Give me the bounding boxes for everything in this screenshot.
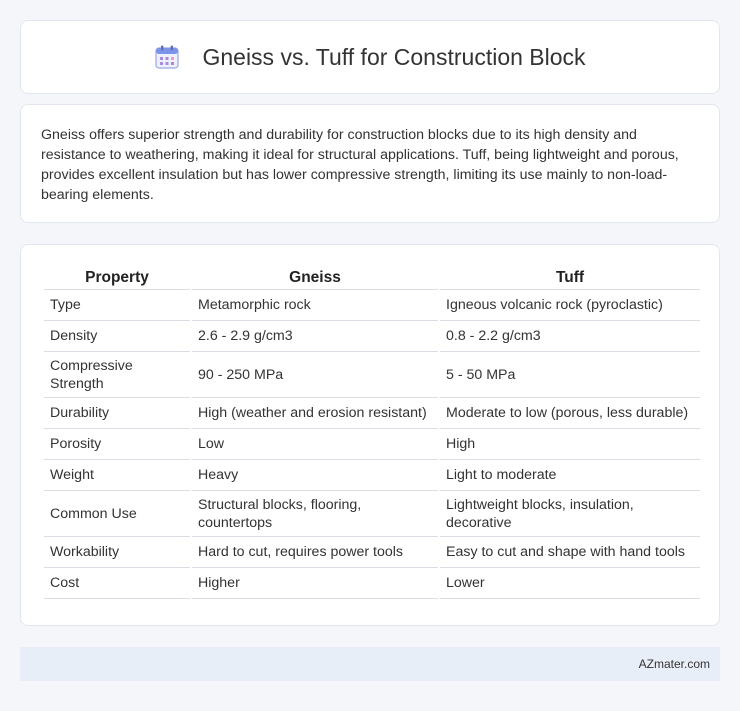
property-cell: Cost (44, 568, 190, 599)
table-row (44, 568, 700, 599)
gneiss-cell: 2.6 - 2.9 g/cm3 (192, 321, 438, 352)
calendar-icon (154, 44, 180, 70)
gneiss-cell: Heavy (192, 460, 438, 491)
property-cell: Density (44, 321, 190, 352)
table-row (44, 321, 700, 352)
tuff-cell: Lower (440, 568, 700, 599)
tuff-cell: Moderate to low (porous, less durable) (440, 398, 700, 429)
tuff-cell: 0.8 - 2.2 g/cm3 (440, 321, 700, 352)
intro-paragraph: Gneiss offers superior strength and durability for construction blocks due to its high density and resistance to weathering, making it ideal for structural applications. Tuff, being lightweight and porous, provides excellent insulation but has lower compressive strength, limiting its use mainly to non-load-bearing elements. (41, 127, 679, 203)
title-card (20, 20, 720, 94)
tuff-cell: Easy to cut and shape with hand tools (440, 537, 700, 568)
column-header-tuff: Tuff (440, 265, 700, 290)
tuff-cell: Light to moderate (440, 460, 700, 491)
table-row (44, 460, 700, 491)
comparison-card (20, 244, 720, 626)
gneiss-cell: Structural blocks, flooring, countertops (192, 491, 438, 537)
comparison-table (42, 265, 702, 599)
tuff-cell: High (440, 429, 700, 460)
gneiss-cell: Low (192, 429, 438, 460)
table-row (44, 398, 700, 429)
property-cell: Type (44, 290, 190, 321)
gneiss-cell: High (weather and erosion resistant) (192, 398, 438, 429)
gneiss-cell: Higher (192, 568, 438, 599)
table-row (44, 290, 700, 321)
intro-card (20, 104, 720, 223)
property-cell: Common Use (44, 491, 190, 537)
table-header-row (44, 265, 700, 290)
table-row (44, 491, 700, 537)
tuff-cell: Igneous volcanic rock (pyroclastic) (440, 290, 700, 321)
gneiss-cell: Hard to cut, requires power tools (192, 537, 438, 568)
table-row (44, 537, 700, 568)
property-cell: Workability (44, 537, 190, 568)
column-header-gneiss: Gneiss (192, 265, 438, 290)
property-cell: Weight (44, 460, 190, 491)
property-cell: Compressive Strength (44, 352, 190, 398)
column-header-property: Property (44, 265, 190, 290)
table-row (44, 429, 700, 460)
footer-bar (20, 647, 720, 681)
property-cell: Porosity (44, 429, 190, 460)
gneiss-cell: Metamorphic rock (192, 290, 438, 321)
tuff-cell: Lightweight blocks, insulation, decorative (440, 491, 700, 537)
gneiss-cell: 90 - 250 MPa (192, 352, 438, 398)
property-cell: Durability (44, 398, 190, 429)
page-title: Gneiss vs. Tuff for Construction Block (202, 43, 586, 70)
footer-brand: AZmater.com (638, 657, 710, 671)
table-row (44, 352, 700, 398)
tuff-cell: 5 - 50 MPa (440, 352, 700, 398)
